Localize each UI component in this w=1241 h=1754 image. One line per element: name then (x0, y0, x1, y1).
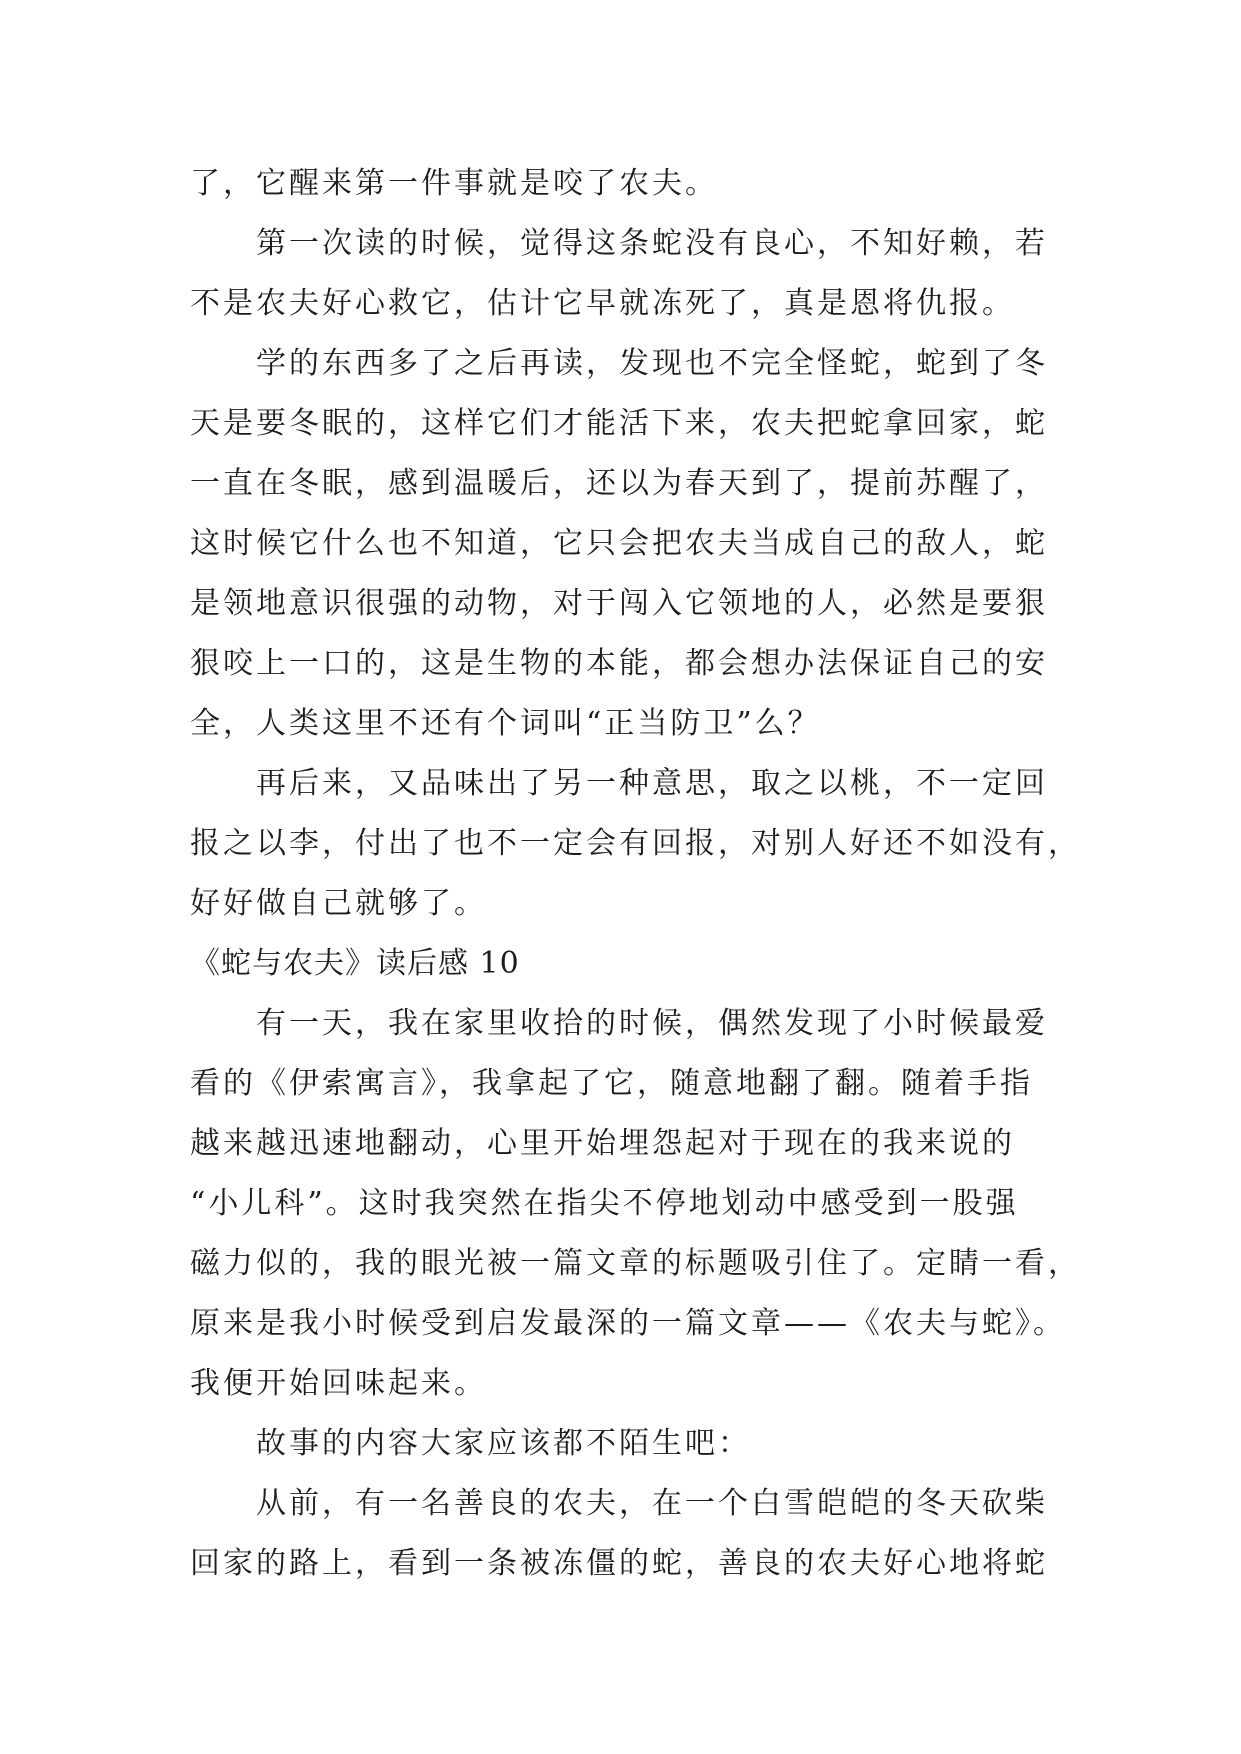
text-line: 从前，有一名善良的农夫，在一个白雪皑皑的冬天砍柴 (256, 1486, 1048, 1521)
text-line: 故事的内容大家应该都不陌生吧： (256, 1426, 751, 1461)
text-line: 天是要冬眠的，这样它们才能活下来，农夫把蛇拿回家，蛇 (190, 406, 1048, 441)
text-line: 越来越迅速地翻动，心里开始埋怨起对于现在的我来说的 (190, 1126, 1015, 1161)
text-line: 有一天，我在家里收拾的时候，偶然发现了小时候最爱 (256, 1006, 1048, 1041)
text-line: 了，它醒来第一件事就是咬了农夫。 (190, 166, 718, 201)
text-line: “小儿科”。这时我突然在指尖不停地划动中感受到一股强 (190, 1186, 1019, 1221)
text-line: 原来是我小时候受到启发最深的一篇文章——《农夫与蛇》。 (190, 1306, 1066, 1341)
text-line: 狠咬上一口的，这是生物的本能，都会想办法保证自己的安 (190, 646, 1048, 681)
text-line: 报之以李，付出了也不一定会有回报，对别人好还不如没有， (190, 826, 1081, 861)
text-line: 全，人类这里不还有个词叫“正当防卫”么？ (190, 706, 821, 741)
text-line: 一直在冬眠，感到温暖后，还以为春天到了，提前苏醒了， (190, 466, 1048, 501)
text-line: 回家的路上，看到一条被冻僵的蛇，善良的农夫好心地将蛇 (190, 1546, 1048, 1581)
text-line: 再后来，又品味出了另一种意思，取之以桃，不一定回 (256, 766, 1048, 801)
text-line: 好好做自己就够了。 (190, 886, 487, 921)
text-line: 第一次读的时候，觉得这条蛇没有良心，不知好赖，若 (256, 226, 1048, 261)
text-line: 不是农夫好心救它，估计它早就冻死了，真是恩将仇报。 (190, 286, 1015, 321)
text-line: 磁力似的，我的眼光被一篇文章的标题吸引住了。定睛一看， (190, 1246, 1081, 1281)
section-heading: 《蛇与农夫》读后感 10 (190, 946, 520, 981)
document-body (190, 154, 1081, 1594)
text-line: 我便开始回味起来。 (190, 1366, 487, 1401)
text-line: 学的东西多了之后再读，发现也不完全怪蛇，蛇到了冬 (256, 346, 1048, 381)
text-line: 是领地意识很强的动物，对于闯入它领地的人，必然是要狠 (190, 586, 1048, 621)
text-line: 看的《伊索寓言》，我拿起了它，随意地翻了翻。随着手指 (190, 1066, 1033, 1101)
text-line: 这时候它什么也不知道，它只会把农夫当成自己的敌人，蛇 (190, 526, 1048, 561)
